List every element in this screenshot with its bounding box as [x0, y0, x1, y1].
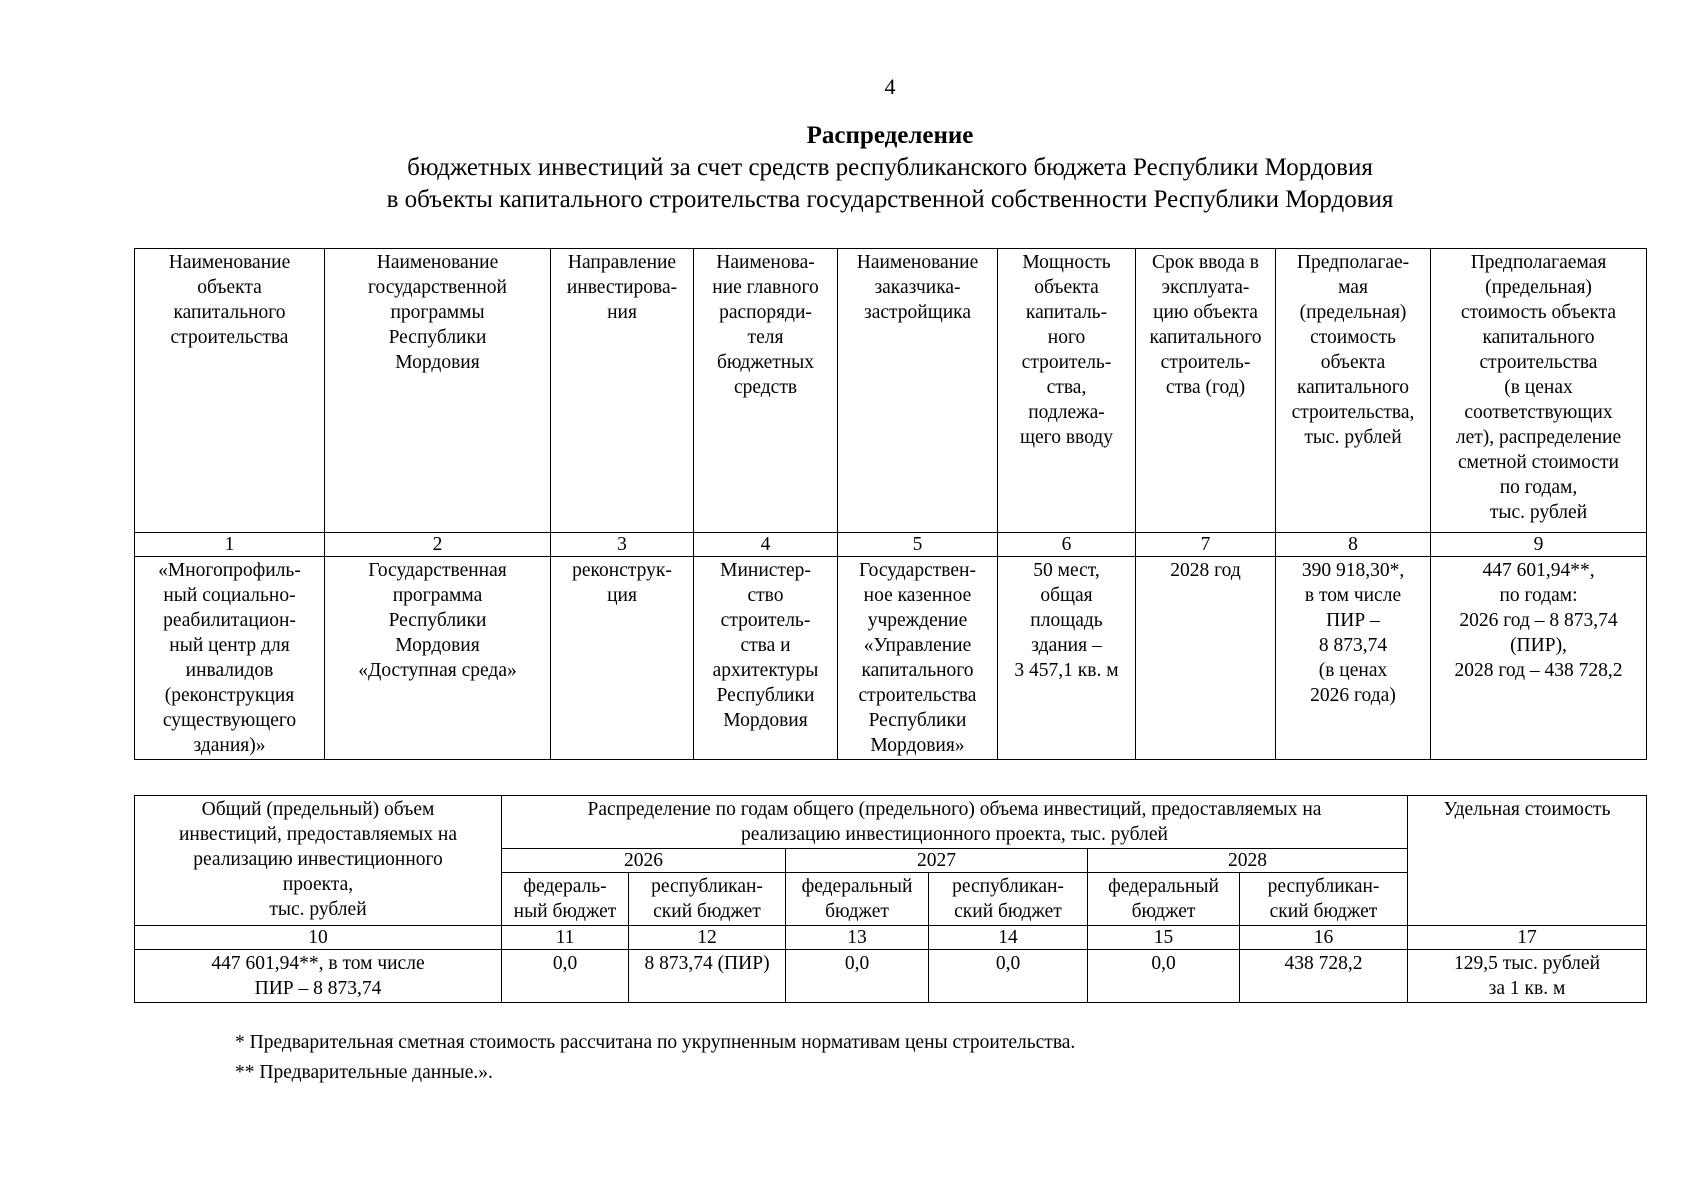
table-cell: Министер- ство строитель- ства и архитектуры Республики Мордовия: [694, 557, 838, 760]
header-unit-cost: Удельная стоимость: [1408, 796, 1647, 926]
header-distribution: Распределение по годам общего (предельного) объема инвестиций, предоставляемых на реализацию инвестиционного проекта, тыс. рублей: [502, 796, 1408, 849]
column-number: 13: [786, 926, 929, 950]
document-title: [0, 120, 1702, 216]
table-cell: 50 мест, общая площадь здания – 3 457,1 кв. м: [998, 557, 1136, 760]
column-number: 14: [929, 926, 1088, 950]
budget-type-cell: федераль- ный бюджет: [502, 873, 629, 926]
footnote: * Предварительная сметная стоимость рассчитана по укрупненным нормативам цены строительства.: [235, 1032, 1076, 1053]
table-cell: 2028 год: [1136, 557, 1276, 760]
column-number: 17: [1408, 926, 1647, 950]
header-cell: Направление инвестирова- ния: [551, 249, 694, 533]
table-header-row: [135, 249, 1647, 533]
budget-type-cell: республикан- ский бюджет: [929, 873, 1088, 926]
table-cell: 0,0: [502, 950, 629, 1003]
year-cell: 2027: [786, 849, 1088, 873]
header-cell: Наименование государственной программы Республики Мордовия: [325, 249, 551, 533]
column-number: 2: [325, 533, 551, 557]
header-cell: Предполагаемая (предельная) стоимость объекта капитального строительства (в ценах соответствующих лет), распределение сметной стоимости по годам, тыс. рублей: [1431, 249, 1647, 533]
footnote: ** Предварительные данные.».: [235, 1062, 493, 1083]
column-number: 12: [629, 926, 786, 950]
year-cell: 2028: [1088, 849, 1408, 873]
header-cell: Наименова- ние главного распоряди- теля бюджетных средств: [694, 249, 838, 533]
budget-type-cell: республикан- ский бюджет: [629, 873, 786, 926]
header-cell: Срок ввода в эксплуата- цию объекта капитального строитель- ства (год): [1136, 249, 1276, 533]
column-number: 5: [838, 533, 998, 557]
footnotes: [235, 1028, 1075, 1088]
column-number: 1: [135, 533, 325, 557]
header-cell: Наименование объекта капитального строительства: [135, 249, 325, 533]
column-number: 8: [1276, 533, 1431, 557]
column-number: 3: [551, 533, 694, 557]
table-cell: 390 918,30*, в том числе ПИР – 8 873,74 (в ценах 2026 года): [1276, 557, 1431, 760]
table-cell: 8 873,74 (ПИР): [629, 950, 786, 1003]
budget-type-cell: федеральный бюджет: [1088, 873, 1240, 926]
capital-objects-table: [134, 248, 1647, 760]
column-number: 16: [1240, 926, 1408, 950]
year-cell: 2026: [502, 849, 786, 873]
table-cell: 447 601,94**, в том числе ПИР – 8 873,74: [135, 950, 502, 1003]
table-cell: 0,0: [786, 950, 929, 1003]
title-line-2: бюджетных инвестиций за счет средств республиканского бюджета Республики Мордовия: [407, 154, 1373, 181]
investment-distribution-table: [134, 795, 1647, 1003]
header-total-volume: Общий (предельный) объем инвестиций, предоставляемых на реализацию инвестиционного проекта, тыс. рублей: [135, 796, 502, 926]
column-number: 15: [1088, 926, 1240, 950]
budget-type-cell: федеральный бюджет: [786, 873, 929, 926]
budget-type-cell: республикан- ский бюджет: [1240, 873, 1408, 926]
table-row: [135, 557, 1647, 760]
column-number: 4: [694, 533, 838, 557]
table-cell: Государствен- ное казенное учреждение «Управление капитального строительства Республики Мордовия»: [838, 557, 998, 760]
table-cell: 129,5 тыс. рублей за 1 кв. м: [1408, 950, 1647, 1003]
column-number: 10: [135, 926, 502, 950]
page-number: 4: [884, 74, 896, 99]
table-row: [135, 950, 1647, 1003]
table-cell: 447 601,94**, по годам: 2026 год – 8 873,74 (ПИР), 2028 год – 438 728,2: [1431, 557, 1647, 760]
column-number: 9: [1431, 533, 1647, 557]
column-number: 11: [502, 926, 629, 950]
table-cell: Государственная программа Республики Мордовия «Доступная среда»: [325, 557, 551, 760]
header-cell: Предполагае- мая (предельная) стоимость объекта капитального строительства, тыс. рублей: [1276, 249, 1431, 533]
table-cell: «Многопрофиль- ный социально- реабилитацион- ный центр для инвалидов (реконструкция существующего здания)»: [135, 557, 325, 760]
table-cell: реконструк- ция: [551, 557, 694, 760]
header-cell: Мощность объекта капиталь- ного строитель- ства, подлежа- щего вводу: [998, 249, 1136, 533]
table-cell: 0,0: [1088, 950, 1240, 1003]
table-cell: 438 728,2: [1240, 950, 1408, 1003]
column-number: 6: [998, 533, 1136, 557]
column-number-row: [135, 926, 1647, 950]
title-main: Распределение: [806, 122, 974, 149]
table-cell: 0,0: [929, 950, 1088, 1003]
column-number-row: [135, 533, 1647, 557]
column-number: 7: [1136, 533, 1276, 557]
title-line-3: в объекты капитального строительства государственной собственности Республики Мордовия: [386, 186, 1394, 213]
table-header-row: [135, 796, 1647, 849]
header-cell: Наименование заказчика- застройщика: [838, 249, 998, 533]
